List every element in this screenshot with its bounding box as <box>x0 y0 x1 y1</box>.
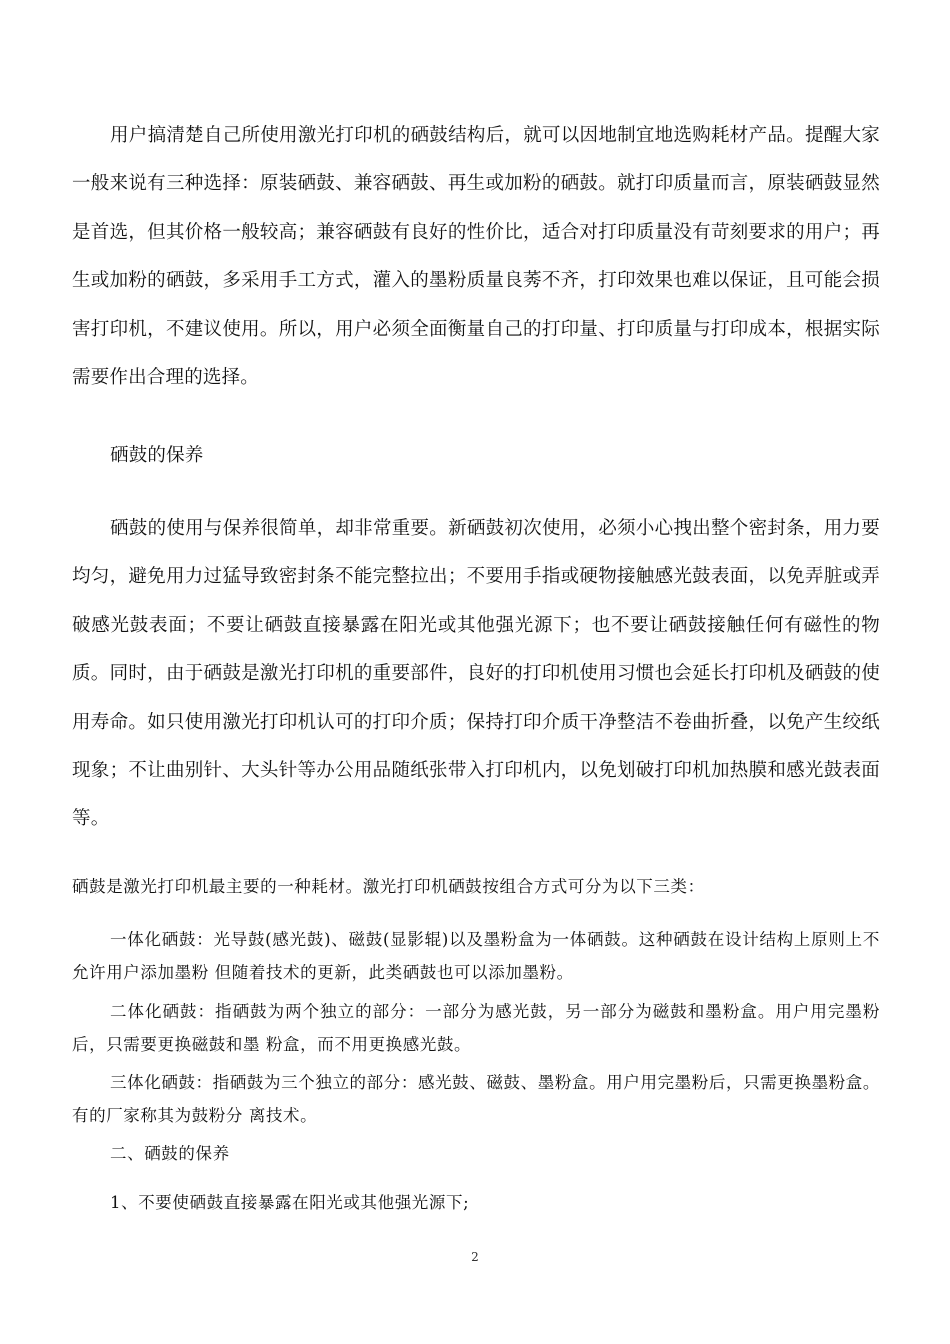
list-item-maintenance-1: 1、不要使硒鼓直接暴露在阳光或其他强光源下; <box>110 1193 470 1212</box>
section-heading-drum-maintenance: 硒鼓的保养 <box>110 445 204 466</box>
page-number: 2 <box>471 1250 479 1264</box>
paragraph-two-piece-drum: 二体化硒鼓：指硒鼓为两个独立的部分：一部分为感光鼓，另一部分为磁鼓和墨粉盒。用户用完墨粉后，只需要更换磁鼓和墨 粉盒，而不用更换感光鼓。 <box>72 1002 880 1054</box>
paragraph-integrated-drum: 一体化硒鼓：光导鼓(感光鼓)、磁鼓(显影辊)以及墨粉盒为一体硒鼓。这种硒鼓在设计结构上原则上不允许用户添加墨粉 但随着技术的更新，此类硒鼓也可以添加墨粉。 <box>72 930 880 982</box>
paragraph-consumable-choice: 用户搞清楚自己所使用激光打印机的硒鼓结构后，就可以因地制宜地选购耗材产品。提醒大家一般来说有三种选择：原装硒鼓、兼容硒鼓、再生或加粉的硒鼓。就打印质量而言，原装硒鼓显然是首选，但其价格一般较高；兼容硒鼓有良好的性价比，适合对打印质量没有苛刻要求的用户；再生或加粉的硒鼓，多采用手工方式，灌入的墨粉质量良莠不齐，打印效果也难以保证，且可能会损害打印机，不建议使用。所以，用户必须全面衡量自己的打印量、打印质量与打印成本，根据实际需要作出合理的选择。 <box>72 125 880 389</box>
paragraph-drum-care: 硒鼓的使用与保养很简单，却非常重要。新硒鼓初次使用，必须小心拽出整个密封条，用力要均匀，避免用力过猛导致密封条不能完整拉出；不要用手指或硬物接触感光鼓表面，以免弄脏或弄破感光鼓表面；不要让硒鼓直接暴露在阳光或其他强光源下；也不要让硒鼓接触任何有磁性的物质。同时，由于硒鼓是激光打印机的重要部件，良好的打印机使用习惯也会延长打印机及硒鼓的使用寿命。如只使用激光打印机认可的打印介质；保持打印介质干净整洁不卷曲折叠，以免产生绞纸现象；不让曲别针、大头针等办公用品随纸张带入打印机内，以免划破打印机加热膜和感光鼓表面等。 <box>72 518 880 830</box>
paragraph-three-piece-drum: 三体化硒鼓：指硒鼓为三个独立的部分：感光鼓、磁鼓、墨粉盒。用户用完墨粉后，只需更换墨粉盒。有的厂家称其为鼓粉分 离技术。 <box>72 1073 880 1125</box>
section-heading-maintenance-2: 二、硒鼓的保养 <box>110 1144 230 1163</box>
paragraph-drum-types-intro: 硒鼓是激光打印机最主要的一种耗材。激光打印机硒鼓按组合方式可分为以下三类： <box>72 877 705 896</box>
